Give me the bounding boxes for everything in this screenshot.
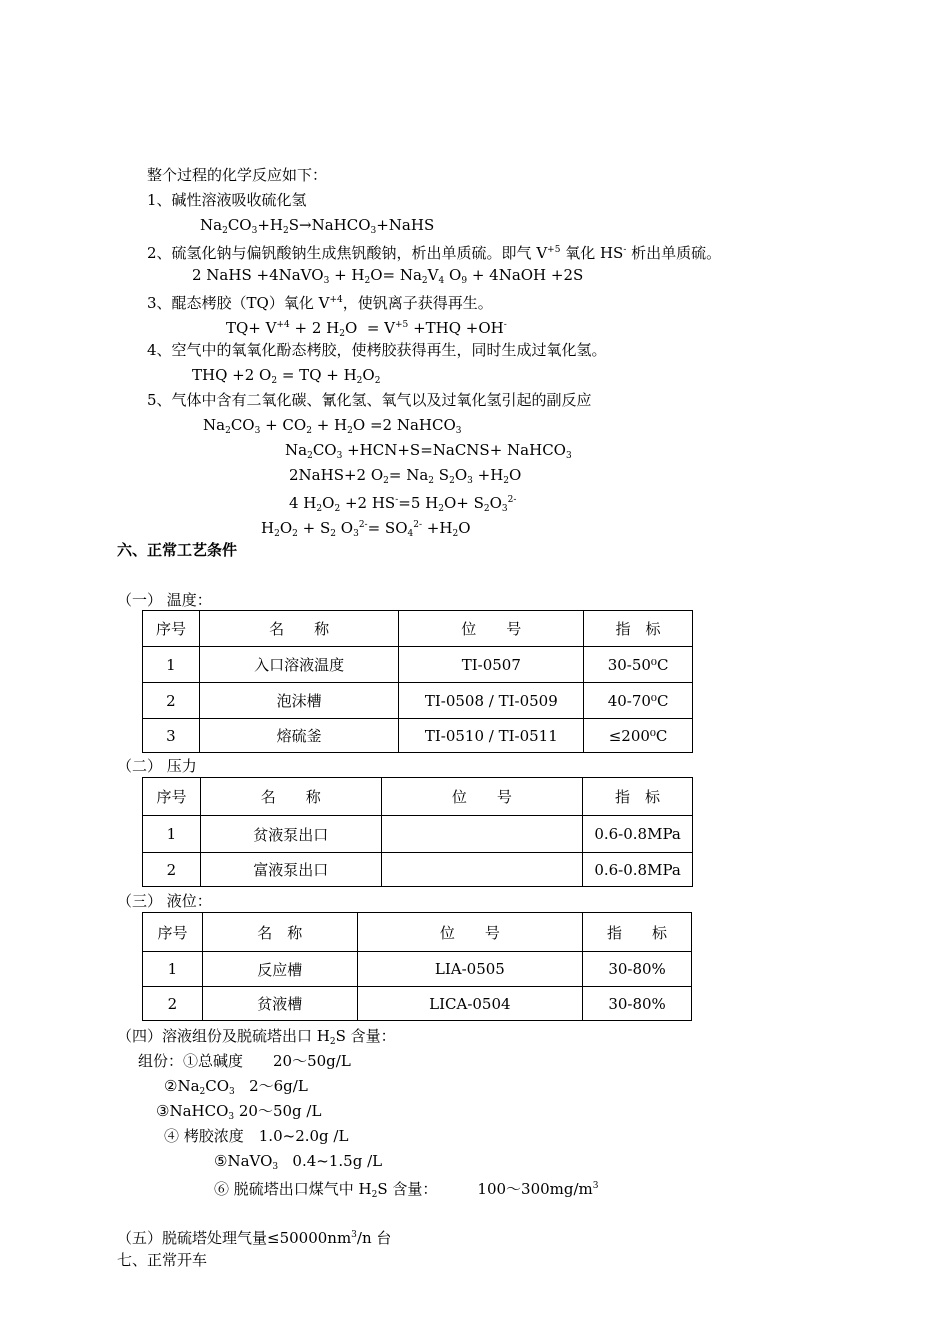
composition-title: （四）溶液组份及脱硫塔出口 $H_2S$ 含量： bbox=[117, 1027, 396, 1047]
table-row bbox=[143, 853, 693, 887]
equation-2: 2 NaHS +4NaVO$_3$ + $H_2O= Na_2V_4$ $O_9$ + 4NaOH +2S bbox=[192, 266, 584, 286]
level-table bbox=[142, 912, 692, 1021]
table-cell: 2 bbox=[143, 987, 203, 1021]
table-cell: 30-50⁰C bbox=[584, 647, 693, 683]
header-cell: 位 号 bbox=[399, 611, 584, 647]
section-7-heading: 七、正常开车 bbox=[117, 1251, 208, 1269]
header-cell: 名 称 bbox=[200, 778, 381, 816]
table-cell: 1 bbox=[143, 952, 203, 987]
intro-text: 整个过程的化学反应如下： bbox=[147, 166, 328, 184]
table-cell: LICA-0504 bbox=[357, 987, 583, 1021]
table-cell: 泡沫槽 bbox=[199, 683, 399, 719]
table-cell: TI-0510 / TI-0511 bbox=[399, 719, 584, 753]
equation-5a: $Na_2CO_3 + CO_2 + H_2O =2$ NaHCO$_3$ bbox=[203, 416, 462, 436]
equation-5e: $H_2O_2 + S_2$ $O_3^{2-}= SO_4^{2-} +H_2O$ bbox=[261, 519, 471, 539]
table-cell: ≤200⁰C bbox=[584, 719, 693, 753]
temperature-caption: （一） 温度： bbox=[117, 591, 212, 609]
equation-4: THQ +2 $O_2$ = TQ + $H_2O_2$ bbox=[192, 366, 381, 386]
table-cell: 富液泵出口 bbox=[200, 853, 381, 887]
table-cell: 30-80% bbox=[583, 952, 692, 987]
composition-item-2: $②Na_2CO_3$ 2～6g/L bbox=[164, 1077, 308, 1097]
header-cell: 指 标 bbox=[583, 778, 693, 816]
table-cell: 熔硫釜 bbox=[199, 719, 399, 753]
pressure-table bbox=[142, 777, 693, 887]
composition-item-3: ③NaHCO$_3$ 20～50g /L bbox=[156, 1102, 322, 1122]
table-cell: 入口溶液温度 bbox=[199, 647, 399, 683]
table-cell: 40-70⁰C bbox=[584, 683, 693, 719]
table-cell: 2 bbox=[143, 683, 200, 719]
header-cell: 名 称 bbox=[199, 611, 399, 647]
table-row bbox=[143, 719, 693, 753]
pressure-caption: （二） 压力 bbox=[117, 757, 197, 775]
table-cell: 2 bbox=[143, 853, 201, 887]
step-4-title: 4、空气中的氧氧化酚态栲胶，使栲胶获得再生，同时生成过氧化氢。 bbox=[147, 341, 607, 359]
equation-5d: 4 $H_2O_2 +2$ HS-=5 $H_2O+ S_2O_3^{2-}$ bbox=[289, 494, 517, 514]
table-cell: 贫液泵出口 bbox=[200, 816, 381, 853]
table-cell: 0.6-0.8MPa bbox=[583, 853, 693, 887]
header-cell: 序号 bbox=[143, 611, 200, 647]
composition-item-1: 组份：①总碱度 20～50g/L bbox=[138, 1052, 351, 1070]
header-cell: 位 号 bbox=[357, 913, 583, 952]
gas-capacity-text: （五）脱硫塔处理气量$\le 50000nm^3/n$ 台 bbox=[117, 1229, 392, 1247]
composition-item-6: ⑥ 脱硫塔出口煤气中 $H_2S$ 含量： $100\sim 300mg/m^3$ bbox=[214, 1180, 599, 1200]
temperature-table bbox=[142, 610, 693, 753]
header-cell: 指 标 bbox=[583, 913, 692, 952]
header-cell: 位 号 bbox=[381, 778, 583, 816]
step-5-title: 5、气体中含有二氧化碳、氰化氢、氧气以及过氧化氢引起的副反应 bbox=[147, 391, 592, 409]
table-cell: LIA-0505 bbox=[357, 952, 583, 987]
equation-3: $TQ+ V^{+4} + 2$ $H_2O = V^{+5} +THQ +OH^-$ bbox=[226, 319, 507, 339]
header-cell: 指 标 bbox=[584, 611, 693, 647]
table-cell: 3 bbox=[143, 719, 200, 753]
table-cell: 0.6-0.8MPa bbox=[583, 816, 693, 853]
table-cell: TI-0508 / TI-0509 bbox=[399, 683, 584, 719]
equation-5b: $Na_2CO_3$ +HCN+S=NaCNS+ NaHCO$_3$ bbox=[285, 441, 572, 461]
table-cell: 1 bbox=[143, 647, 200, 683]
table-cell: 贫液槽 bbox=[202, 987, 357, 1021]
table-cell: 反应槽 bbox=[202, 952, 357, 987]
table-cell: 30-80% bbox=[583, 987, 692, 1021]
header-cell: 序号 bbox=[143, 778, 201, 816]
composition-item-5: ⑤NaVO$_3$ 0.4~1.5g /L bbox=[214, 1152, 383, 1172]
table-cell: TI-0507 bbox=[399, 647, 584, 683]
section-6-heading: 六、正常工艺条件 bbox=[117, 541, 238, 559]
equation-1: $Na_2CO_3+H_2S\to NaHCO_3+NaHS$ bbox=[200, 216, 435, 236]
composition-item-4: ④ 栲胶浓度 1.0~2.0g /L bbox=[164, 1127, 349, 1145]
table-row bbox=[143, 816, 693, 853]
equation-5c: 2NaHS+2 $O_2= Na_2$ $S_2O_3 +H_2O$ bbox=[289, 466, 522, 486]
header-cell: 序号 bbox=[143, 913, 203, 952]
level-caption: （三） 液位： bbox=[117, 892, 212, 910]
table-row bbox=[143, 952, 692, 987]
table-header-row bbox=[143, 913, 692, 952]
step-2-title: 2、硫氢化钠与偏钒酸钠生成焦钒酸钠，析出单质硫。即气 $V^{+5}$ 氧化 HS- 析出单质硫。 bbox=[147, 244, 722, 262]
header-cell: 名 称 bbox=[202, 913, 357, 952]
step-1-title: 1、碱性溶液吸收硫化氢 bbox=[147, 191, 307, 209]
table-header-row bbox=[143, 611, 693, 647]
table-row bbox=[143, 647, 693, 683]
table-cell bbox=[381, 853, 583, 887]
table-header-row bbox=[143, 778, 693, 816]
table-row bbox=[143, 683, 693, 719]
table-cell bbox=[381, 816, 583, 853]
step-3-title: 3、醌态栲胶（TQ）氧化 $V^{+4}$，使钒离子获得再生。 bbox=[147, 294, 493, 312]
table-cell: 1 bbox=[143, 816, 201, 853]
table-row bbox=[143, 987, 692, 1021]
